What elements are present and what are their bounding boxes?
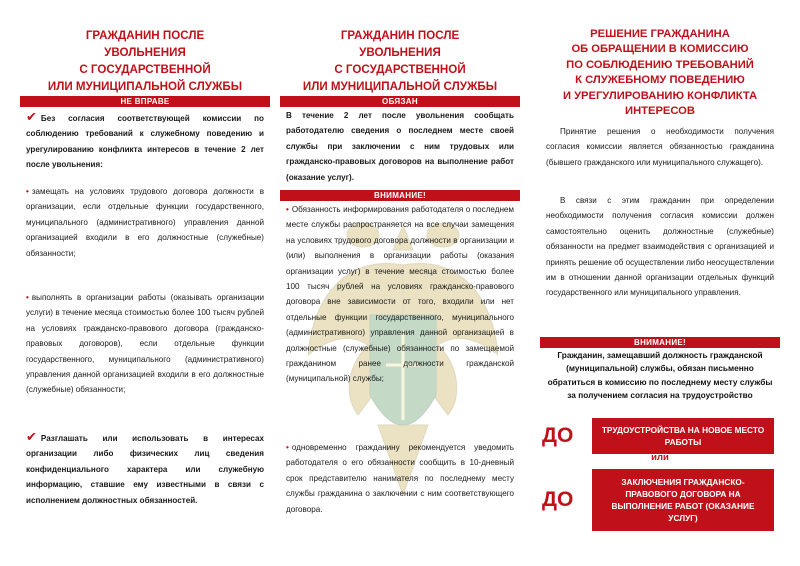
intro-text: Без согласия соответствующей комиссии по соблюдению требований к служебному поведению и урегулированию конфликта интересов в течение 2 лет после увольнения: [26,114,264,170]
title-line: ИЛИ МУНИЦИПАЛЬНОЙ СЛУЖБЫ [47,80,243,93]
title-line: ГРАЖДАНИН ПОСЛЕ [340,29,460,42]
list-item [26,184,264,261]
column-decision [540,0,780,566]
list-item [286,440,514,517]
title-line: С ГОСУДАРСТВЕННОЙ [334,63,466,76]
before-employment-row [540,418,780,454]
warning-bar: ВНИМАНИЕ! [540,337,780,348]
bullet-dot-icon: • [26,187,29,196]
checkmark-icon: ✔ [26,429,37,444]
title-line: УВОЛЬНЕНИЯ [359,46,441,59]
list-item-text: замещать на условиях трудового договора должности в организации, если отдельные функции государственного, муниципального (административного) управления данной организацией входили в его должностные (служебные) обязанности; [26,187,264,258]
title-line: УВОЛЬНЕНИЯ [104,46,186,59]
title-line: К СЛУЖЕБНОМУ ПОВЕДЕНИЮ [575,74,745,87]
section-bar-obliged: ОБЯЗАН [280,96,520,107]
paragraph: Принятие решения о необходимости получения согласия комиссии является обязанностью гражданина (бывшего гражданского или муниципального служащего). [546,127,774,167]
before-contract-row [540,469,780,531]
bullet-dot-icon: • [286,443,289,452]
column-obliged [280,0,520,566]
do-label: ДО [542,424,574,447]
list-item [286,202,514,387]
section-bar-not-allowed: НЕ ВПРАВЕ [20,96,270,107]
bullet-dot-icon: • [286,205,289,214]
civil-contract-box: ЗАКЛЮЧЕНИЯ ГРАЖДАНСКО-ПРАВОВОГО ДОГОВОРА НА ВЫПОЛНЕНИЕ РАБОТ (ОКАЗАНИЕ УСЛУГ) [592,469,774,531]
bullet-dot-icon: • [26,293,29,302]
column-not-allowed [20,0,270,566]
column-title [20,27,270,95]
title-line: ГРАЖДАНИН ПОСЛЕ [85,29,205,42]
or-label: или [651,452,669,463]
title-line: ПО СОБЛЮДЕНИЮ ТРЕБОВАНИЙ [566,58,754,71]
intro-paragraph [26,111,264,173]
warning-bar: ВНИМАНИЕ! [280,190,520,201]
list-item [26,431,264,508]
column-title [280,27,520,95]
list-item-text: Разглашать или использовать в интересах организации либо физических лиц сведения конфиденциального характера или служебную информацию, ставшие ему известными в связи с исполнением должностных обязанностей. [26,434,264,505]
new-job-box: ТРУДОУСТРОЙСТВА НА НОВОЕ МЕСТО РАБОТЫ [592,418,774,454]
list-item-text: одновременно гражданину рекомендуется уведомить работодателя о его обязанности сообщить в 10-дневный срок представителю нанимателя по последнему месту службы гражданина о заключении с ним соответствующего договора. [286,443,514,514]
title-line: С ГОСУДАРСТВЕННОЙ [79,63,211,76]
title-line: И УРЕГУЛИРОВАНИЮ КОНФЛИКТА [562,89,758,102]
list-item [26,290,264,398]
intro-paragraph: В течение 2 лет после увольнения сообщать работодателю сведения о последнем месте своей службы при заключении с ним трудовых или гражданско-правовых договоров на выполнение работ (оказание услуг). [286,111,514,182]
title-line: ИНТЕРЕСОВ [625,105,695,118]
list-item-text: выполнять в организации работы (оказывать организации услуги) в течение месяца стоимостью более 100 тысяч рублей на условиях гражданско-правового договора (гражданско-правовых договоров), если отдельные функции государственного, муниципального (административного) управления данной организацией входили в его должностные (служебные) обязанности; [26,293,264,395]
title-line: РЕШЕНИЕ ГРАЖДАНИНА [590,28,730,40]
title-line: ОБ ОБРАЩЕНИИ В КОМИССИЮ [571,43,749,56]
warning-note: Гражданин, замещавший должность гражданской (муниципальной) службы, обязан письменно обратиться в комиссию по последнему месту службы за получением согласия на трудоустройство [547,350,773,401]
checkmark-icon: ✔ [26,109,37,124]
list-item-text: Обязанность информирования работодателя о последнем месте службы распространяется на все случаи замещения на условиях трудового договора должности в организации и (или) выполнения в организации работы (оказания организации услуг) в течение месяца стоимостью более 100 тысяч рублей на условиях гражданско-правового договора вне зависимости от того, входили или нет отдельные функции государственного, муниципального (административного) управления данной организацией в должностные (служебные) обязанности по замещаемой гражданином ранее должности гражданской (муниципальной) службы; [286,205,514,384]
title-line: ИЛИ МУНИЦИПАЛЬНОЙ СЛУЖБЫ [302,80,498,93]
do-label: ДО [542,488,574,511]
column-title [540,27,780,119]
paragraph: В связи с этим гражданин при определении необходимости получения согласия комиссии должен самостоятельно оценить должностные (служебные) обязанности на предмет взаимодействия с организацией и принять решение об осуществлении либо неосуществлении им в отношении данной организации отдельных функций государственного или муниципального управления. [546,196,774,298]
